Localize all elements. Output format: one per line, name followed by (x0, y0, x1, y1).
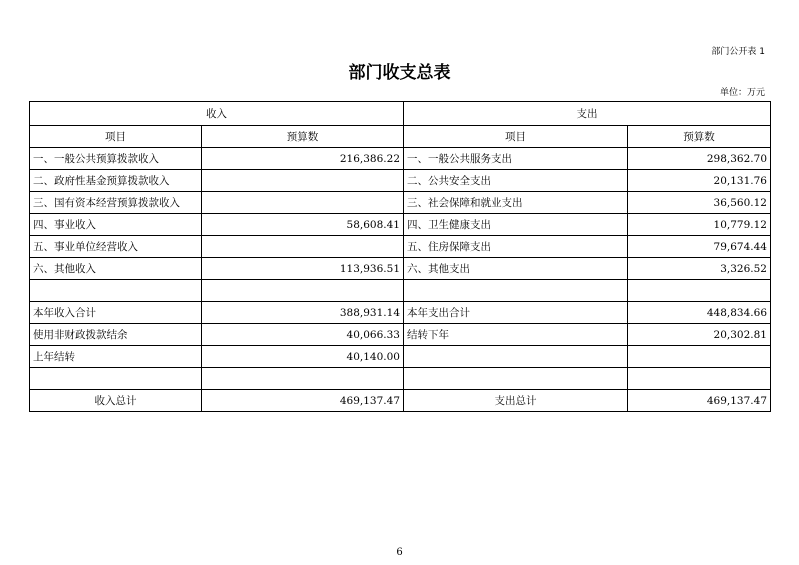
expense-group-header: 支出 (404, 102, 771, 126)
income-item-cell: 使用非财政拨款结余 (30, 324, 202, 346)
income-amount-cell (202, 192, 404, 214)
expense-item-cell: 三、社会保障和就业支出 (404, 192, 628, 214)
expense-item-cell: 五、住房保障支出 (404, 236, 628, 258)
income-amount-cell (202, 368, 404, 390)
expense-item-cell: 本年支出合计 (404, 302, 628, 324)
income-item-cell: 六、其他收入 (30, 258, 202, 280)
table-row (30, 236, 771, 258)
income-item-cell: 本年收入合计 (30, 302, 202, 324)
income-item-header: 项目 (30, 126, 202, 148)
page-title: 部门收支总表 (348, 63, 451, 83)
expense-amount-cell: 36,560.12 (628, 192, 771, 214)
income-item-cell: 上年结转 (30, 346, 202, 368)
income-item-cell: 一、一般公共预算拨款收入 (30, 148, 202, 170)
table-row (30, 148, 771, 170)
table-row (30, 258, 771, 280)
income-item-cell: 四、事业收入 (30, 214, 202, 236)
income-item-cell: 三、国有资本经营预算拨款收入 (30, 192, 202, 214)
expense-item-header: 项目 (404, 126, 628, 148)
income-item-cell: 二、政府性基金预算拨款收入 (30, 170, 202, 192)
expense-total-amount: 469,137.47 (628, 390, 771, 412)
income-amount-cell: 58,608.41 (202, 214, 404, 236)
expense-amount-cell: 3,326.52 (628, 258, 771, 280)
expense-amount-cell (628, 368, 771, 390)
income-budget-header: 预算数 (202, 126, 404, 148)
expense-amount-cell: 10,779.12 (628, 214, 771, 236)
income-item-cell (30, 280, 202, 302)
income-amount-cell: 40,066.33 (202, 324, 404, 346)
income-item-cell (30, 368, 202, 390)
expense-amount-cell: 79,674.44 (628, 236, 771, 258)
expense-total-label: 支出总计 (404, 390, 628, 412)
expense-amount-cell: 20,131.76 (628, 170, 771, 192)
expense-item-cell: 六、其他支出 (404, 258, 628, 280)
expense-item-cell (404, 346, 628, 368)
table-body (30, 148, 771, 390)
table-row (30, 302, 771, 324)
summary-table (29, 101, 771, 412)
table-row (30, 214, 771, 236)
income-total-amount: 469,137.47 (202, 390, 404, 412)
expense-item-cell: 结转下年 (404, 324, 628, 346)
income-amount-cell (202, 170, 404, 192)
income-amount-cell: 113,936.51 (202, 258, 404, 280)
table-row (30, 368, 771, 390)
expense-item-cell (404, 368, 628, 390)
table-row (30, 280, 771, 302)
expense-budget-header: 预算数 (628, 126, 771, 148)
income-amount-cell (202, 280, 404, 302)
expense-amount-cell (628, 280, 771, 302)
income-total-label: 收入总计 (30, 390, 202, 412)
table-row (30, 192, 771, 214)
income-amount-cell: 40,140.00 (202, 346, 404, 368)
page-label: 部门公开表 1 (711, 47, 765, 57)
expense-amount-cell: 448,834.66 (628, 302, 771, 324)
unit-label: 单位：万元 (719, 88, 765, 98)
table-row (30, 170, 771, 192)
column-header-row (30, 126, 771, 148)
income-item-cell: 五、事业单位经营收入 (30, 236, 202, 258)
page-number: 6 (396, 547, 403, 558)
table-row (30, 324, 771, 346)
expense-amount-cell: 298,362.70 (628, 148, 771, 170)
table-row (30, 346, 771, 368)
income-group-header: 收入 (30, 102, 404, 126)
expense-item-cell: 二、公共安全支出 (404, 170, 628, 192)
group-header-row (30, 102, 771, 126)
income-amount-cell (202, 236, 404, 258)
totals-row (30, 390, 771, 412)
expense-item-cell (404, 280, 628, 302)
income-amount-cell: 216,386.22 (202, 148, 404, 170)
expense-item-cell: 四、卫生健康支出 (404, 214, 628, 236)
income-amount-cell: 388,931.14 (202, 302, 404, 324)
expense-amount-cell (628, 346, 771, 368)
expense-item-cell: 一、一般公共服务支出 (404, 148, 628, 170)
expense-amount-cell: 20,302.81 (628, 324, 771, 346)
